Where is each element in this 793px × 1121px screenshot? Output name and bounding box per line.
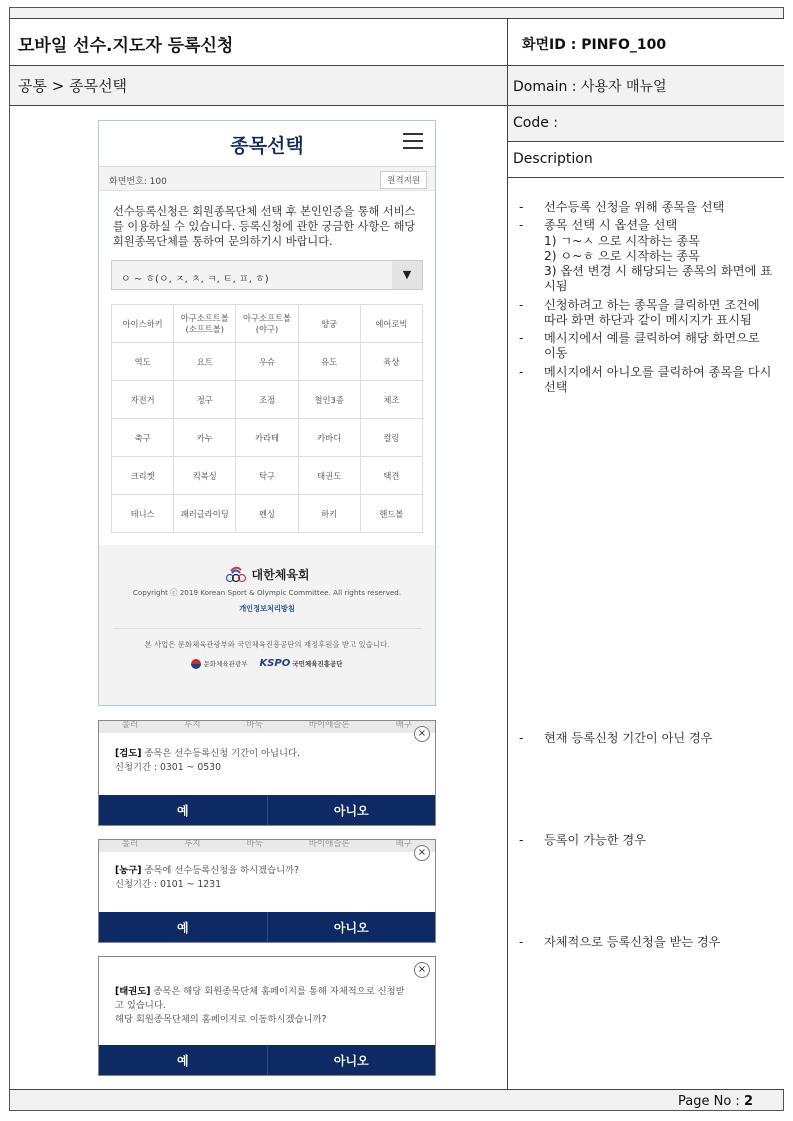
dialog-line1: 종목에 선수등록신청을 하시겠습니까? [141, 865, 299, 876]
page-value: 2 [743, 1094, 753, 1109]
description-header: Description [508, 142, 784, 178]
remote-support-button[interactable]: 원격지원 [380, 171, 427, 189]
privacy-policy-link[interactable]: 개인정보처리방침 [239, 604, 295, 613]
breadcrumb: 공통 > 종목선택 [10, 66, 508, 106]
dialog-line1: 종목은 선수등록신청 기간이 아닙니다. [141, 748, 300, 759]
screen-number: 화면번호: 100 [109, 177, 167, 187]
dialog-confirm-register [98, 839, 436, 943]
description-item [516, 298, 774, 329]
intro-text: 선수등록신청은 회원종목단체 선택 후 본인인증을 통해 서비스를 이용하실 수 있습니다. 등록신청에 관한 궁금한 사항은 해당 회원종목단체를 통하여 문의하기시 바랍니다. [113, 205, 416, 248]
note-not-period: - 현재 등록신청 기간이 아닌 경우 [516, 731, 774, 746]
description-item [516, 331, 774, 362]
mcst-name: 문화체육관광부 [203, 659, 248, 668]
close-icon[interactable]: × [414, 962, 430, 978]
sport-cell[interactable]: 역도 [112, 343, 174, 381]
close-icon[interactable]: × [414, 726, 430, 742]
sport-cell[interactable]: 킥복싱 [174, 457, 236, 495]
dialog-not-period [98, 720, 436, 826]
screen-id: 화면ID : PINFO_100 [508, 18, 784, 66]
dialog-sport-name: [농구] [115, 865, 142, 876]
note-registrable: - 등록이 가능한 경우 [516, 833, 774, 848]
sport-grid [111, 304, 423, 533]
phone-mockup [98, 120, 436, 706]
screen-capture-panel [10, 106, 508, 1090]
yes-button[interactable]: 예 [176, 1053, 189, 1068]
page-label: Page No : [678, 1094, 744, 1109]
no-button[interactable]: 아니오 [267, 795, 436, 825]
sport-cell[interactable]: 자전거 [112, 381, 174, 419]
description-list [516, 200, 774, 398]
document-sheet [9, 7, 784, 1111]
dialog-line2: 해당 회원종목단체의 홈페이지로 이동하시겠습니까? [115, 1013, 327, 1025]
sport-cell[interactable]: 우슈 [236, 343, 298, 381]
description-item [516, 200, 774, 215]
yes-button[interactable]: 예 [176, 920, 189, 935]
org-name: 대한체육회 [251, 567, 310, 582]
copyright-text: Copyright ⓒ 2019 Korean Sport & Olympic Committee. All rights reserved. [132, 588, 402, 597]
sport-cell[interactable]: 카라테 [236, 419, 298, 457]
description-item-text: 종목 선택 시 옵션을 선택 [544, 218, 678, 233]
sport-cell[interactable]: 축구 [112, 419, 174, 457]
mcst-logo [191, 659, 247, 669]
behind-row: 롤러 루지 바둑 바이애슬론 배구 [99, 721, 435, 733]
kspo-mark: KSPO [259, 658, 291, 669]
description-item [516, 365, 774, 396]
no-button[interactable]: 아니오 [267, 912, 436, 942]
sport-cell[interactable]: 아구소프트볼 (야구) [236, 305, 298, 343]
kspo-logo [259, 658, 342, 669]
dropdown-arrow-icon[interactable]: ▼ [392, 261, 422, 289]
sport-cell[interactable]: 육상 [361, 343, 423, 381]
dialog-buttons [99, 912, 435, 942]
dialog-external-register [98, 956, 436, 1076]
dialog-sport-name: [태권도] [115, 986, 151, 997]
dialog-message [115, 864, 405, 892]
sport-cell[interactable]: 택견 [361, 457, 423, 495]
close-icon[interactable]: × [414, 845, 430, 861]
sport-cell[interactable]: 유도 [299, 343, 361, 381]
description-item-text: 메시지에서 아니오를 클릭하여 종목을 다시 선택 [544, 364, 772, 394]
sport-cell[interactable]: 카바디 [299, 419, 361, 457]
kspo-name: 국민체육진흥공단 [292, 660, 343, 668]
support-text: 본 사업은 문화체육관광부와 국민체육진흥공단의 재정후원을 받고 있습니다. [144, 640, 390, 649]
dialog-buttons [99, 1045, 435, 1075]
page-number [678, 1094, 753, 1109]
sport-cell[interactable]: 카누 [174, 419, 236, 457]
sport-cell[interactable]: 정구 [174, 381, 236, 419]
code-label: Code : [508, 106, 784, 142]
sport-cell[interactable]: 요트 [174, 343, 236, 381]
description-item-text: 메시지에서 예를 클릭하여 해당 화면으로 이동 [544, 331, 760, 361]
sponsor-logos [99, 658, 435, 669]
sport-cell[interactable]: 패러글라이딩 [174, 495, 236, 533]
phone-page-title: 종목선택 [230, 135, 304, 157]
dialog-line2: 신청기간 : 0101 ~ 1231 [115, 878, 221, 890]
dialog-line1: 종목은 해당 회원종목단체 홈페이지를 통해 자체적으로 신청받고 있습니다. [115, 986, 405, 1011]
footer-divider [113, 628, 421, 629]
hamburger-menu-icon[interactable] [403, 133, 423, 149]
select-value: ㅇ ~ ㅎ(ㅇ, ㅈ, ㅊ, ㅋ, ㅌ, ㅍ, ㅎ) [121, 274, 269, 286]
description-subitem: 2) ㅇ~ㅎ 으로 시작하는 종목 [544, 248, 700, 263]
dialog-message [115, 747, 405, 775]
sport-cell[interactable]: 아이스하키 [112, 305, 174, 343]
sport-cell[interactable]: 컬링 [361, 419, 423, 457]
sport-cell[interactable]: 크리켓 [112, 457, 174, 495]
yes-button[interactable]: 예 [176, 803, 189, 818]
phone-subbar [99, 167, 435, 191]
description-subitem: 3) 옵션 변경 시 해당되는 종목의 화면에 표시됨 [544, 264, 772, 294]
sport-cell[interactable]: 철인3종 [299, 381, 361, 419]
description-panel [508, 178, 784, 1090]
dialog-line2: 신청기간 : 0301 ~ 0530 [115, 761, 221, 773]
description-item [516, 218, 774, 294]
document-title: 모바일 선수.지도자 등록신청 [10, 18, 508, 66]
sport-cell[interactable]: 태권도 [299, 457, 361, 495]
sport-cell[interactable]: 탁구 [236, 457, 298, 495]
sport-cell[interactable]: 조정 [236, 381, 298, 419]
sport-cell[interactable]: 에어로빅 [361, 305, 423, 343]
no-button[interactable]: 아니오 [267, 1045, 436, 1075]
phone-header [99, 121, 435, 167]
note-external: - 자체적으로 등록신청을 받는 경우 [516, 935, 774, 950]
dialog-message [115, 985, 405, 1027]
description-item-text: 신청하려고 하는 종목을 클릭하면 조건에 따라 화면 하단과 같이 메시지가 표시됨 [544, 297, 760, 327]
behind-row: 롤러 루지 바둑 바이애슬론 배구 [99, 840, 435, 852]
description-item-text: 선수등록 신청을 위해 종목을 선택 [544, 200, 725, 214]
initial-consonant-select[interactable] [111, 260, 423, 290]
sport-cell[interactable]: 핸드볼 [361, 495, 423, 533]
sport-cell[interactable]: 펜싱 [236, 495, 298, 533]
phone-footer [99, 545, 435, 706]
domain-label: Domain : 사용자 매뉴얼 [508, 66, 784, 106]
kso-logo [99, 565, 435, 583]
sport-cell[interactable]: 하키 [299, 495, 361, 533]
sport-cell[interactable]: 양궁 [299, 305, 361, 343]
sport-cell[interactable]: 아구소프트볼 (소프트볼) [174, 305, 236, 343]
sport-cell[interactable]: 체조 [361, 381, 423, 419]
sport-cell[interactable]: 테니스 [112, 495, 174, 533]
olympic-rings-icon [225, 565, 247, 583]
dialog-sport-name: [검도] [115, 748, 142, 759]
taegeuk-icon [191, 659, 201, 669]
description-subitem: 1) ㄱ~ㅅ 으로 시작하는 종목 [544, 233, 700, 248]
dialog-buttons [99, 795, 435, 825]
